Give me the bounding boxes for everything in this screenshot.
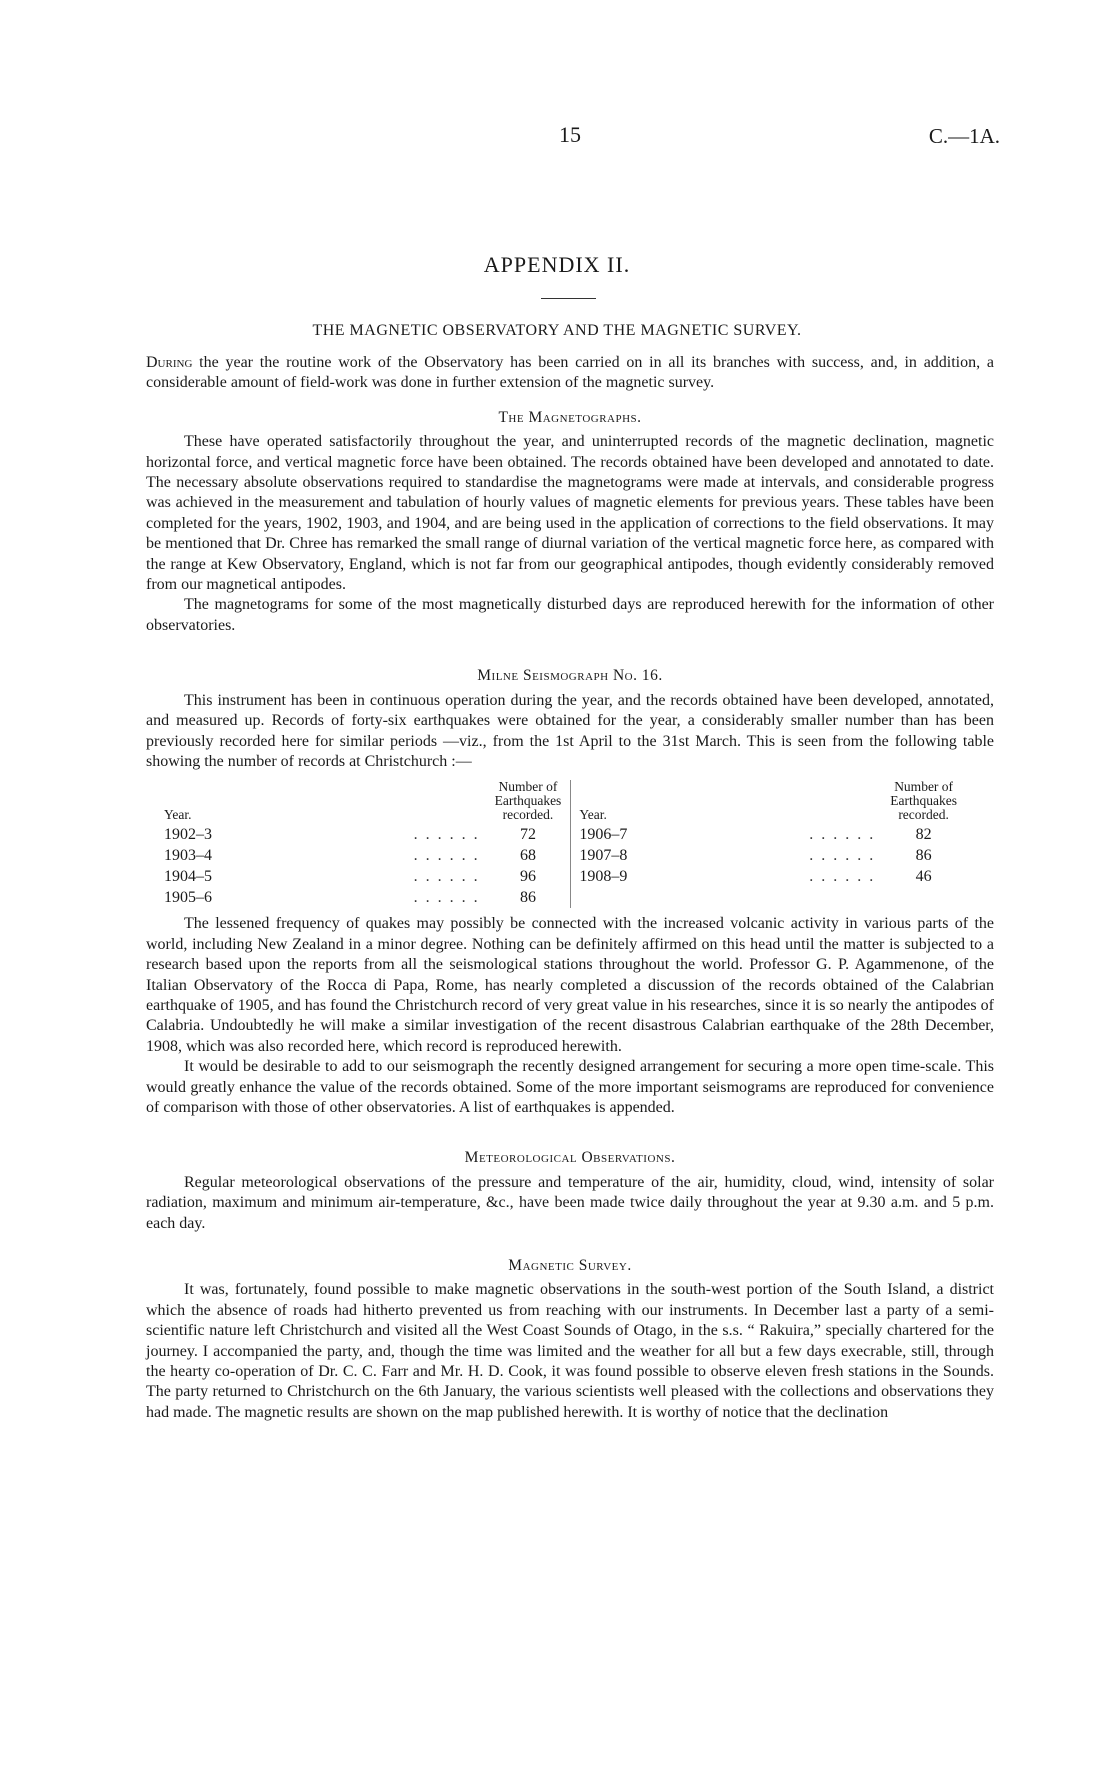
paragraph: It would be desirable to add to our seismograph the recently designed arrangement for securing a more open time-scale. This would greatly enhance the value of the records obtained. Some of the more important seismograms are reproduced for convenience of comparison with those of other observatories. A list of earthquakes is appended. — [146, 1058, 994, 1116]
paragraph: The lessened frequency of quakes may possibly be connected with the increased volcanic activity in various parts of the world, including New Zealand in a minor degree. Nothing can be definitely affirmed on this head until the matter is subjected to a research based upon the reports from all the seismological stations throughout the world. Professor G. P. Agammenone, of the Italian Observatory of the Rocca di Papa, Rome, has nearly completed a discussion of the records obtained of the Calabrian earthquake of 1905, and has found the Christchurch record of very great value in his researches, since it is so nearly the antipodes of Calabria. Undoubtedly he will make a similar investigation of the recent disastrous Calabrian earthquake of the 28th December, 1908, which was also recorded here, which record is reproduced herewith. — [146, 915, 994, 1055]
col-header-year: Year. — [164, 807, 192, 823]
paragraph: Regular meteorological observations of the pressure and temperature of the air, humidity, cloud, wind, intensity of solar radiation, maximum and minimum air-temperature, &c., have been made twice daily throughout the year at 9.30 a.m. and 5 p.m. each day. — [146, 1173, 994, 1232]
page-number: 15 — [559, 122, 581, 147]
table-row — [146, 887, 966, 908]
leader-dots: . . . . . . — [413, 889, 480, 907]
year-cell: 1905–6 — [164, 889, 212, 907]
paragraph: These have operated satisfactorily throughout the year, and uninterrupted records of the magnetic declination, magnetic horizontal force, and vertical magnetic force have been obtained. The records obtained have been developed and annotated to date. The necessary absolute observations required to standardise the magnetograms were made at intervals, and considerable progress was achieved in the measurement and tabulation of hourly values of magnetic elements for previous years. These tables have been completed for the years, 1902, 1903, and 1904, and are being used in the application of corrections to the field observations. It may be mentioned that Dr. Chree has remarked the small range of diurnal variation of the vertical magnetic force here, as compared with the range at Kew Observatory, England, which is not far from our geographical antipodes, though evidently considerably removed from our magnetical antipodes. — [146, 433, 994, 594]
col-header-spacer-2 — [669, 780, 882, 824]
table-row — [146, 845, 966, 866]
empty-cell — [669, 887, 882, 908]
count-cell: 86 — [915, 847, 932, 865]
count-cell: 46 — [915, 868, 932, 886]
count-cell: 86 — [486, 887, 571, 908]
year-cell: 1904–5 — [164, 868, 212, 886]
leader-dots: . . . . . . — [809, 826, 876, 844]
paragraph: This instrument has been in continuous operation during the year, and the records obtained have been developed, annotated, and measured up. Records of forty-six earthquakes were obtained for the year, a considerably smaller number than has been previously recorded here for similar periods —viz., from the 1st April to the 31st March. This is seen from the following table showing the number of records at Christchurch :— — [146, 691, 994, 770]
col-header-line: recorded. — [898, 807, 949, 823]
earthquake-table — [146, 780, 966, 908]
count-cell: 96 — [486, 866, 571, 887]
section-heading-survey: Magnetic Survey. — [508, 1257, 632, 1274]
leader-dots: . . . . . . — [413, 826, 480, 844]
title-divider — [541, 298, 596, 299]
col-header-line: Number of — [894, 779, 954, 795]
count-cell: 68 — [486, 845, 571, 866]
intro-paragraph — [146, 353, 994, 394]
main-title: THE MAGNETIC OBSERVATORY AND THE MAGNETIC SURVEY. — [312, 322, 802, 339]
year-cell: 1903–4 — [164, 847, 212, 865]
appendix-title: APPENDIX II. — [483, 252, 631, 277]
col-header-line: Number of — [498, 779, 558, 795]
year-cell: 1902–3 — [164, 826, 212, 844]
col-header-spacer — [253, 780, 485, 824]
col-header-count — [486, 780, 571, 824]
document-reference: C.—1A. — [928, 124, 1000, 148]
document-body — [146, 353, 994, 1423]
leader-dots: . . . . . . — [413, 847, 480, 865]
leader-dots: . . . . . . — [809, 868, 876, 886]
section-heading-seismograph: Milne Seismograph No. 16. — [477, 667, 663, 685]
table-row — [146, 866, 966, 887]
paragraph: The magnetograms for some of the most magnetically disturbed days are reproduced herewith for the information of other observatories. — [146, 596, 994, 634]
year-cell: 1906–7 — [579, 826, 628, 844]
col-header-line: Earthquakes — [890, 793, 957, 809]
intro-lead-word: During — [146, 354, 193, 371]
section-heading-magnetographs: The Magnetographs. — [498, 408, 642, 426]
intro-text: the year the routine work of the Observatory has been carried on in all its branches with success, and, in addition, a considerable amount of field-work was done in further extension of the magnetic survey. — [146, 354, 994, 392]
paragraph: It was, fortunately, found possible to make magnetic observations in the south-west portion of the South Island, a district which the absence of roads had hitherto prevented us from reaching with our instruments. In December last a party of a semi-scientific nature left Christchurch and visited all the West Coast Sounds of Otago, in the s.s. “ Rakuira,” specially chartered for the journey. I accompanied the party, and, though the time was limited and the weather for all but a few days execrable, still, through the hearty co-operation of Dr. C. C. Farr and Mr. H. D. Cook, it was found possible to observe eleven fresh stations in the Sounds. The party returned to Christchurch on the 6th January, the various scientists well pleased with the collections and observations they had made. The magnetic results are shown on the map published herewith. It is worthy of notice that the declination — [146, 1281, 994, 1421]
table-row — [146, 824, 966, 845]
year-cell: 1908–9 — [579, 868, 628, 886]
col-header-year-2: Year. — [579, 807, 607, 823]
year-cell — [571, 887, 669, 908]
leader-dots: . . . . . . — [413, 868, 480, 886]
section-heading-meteorological: Meteorological Observations. — [464, 1149, 676, 1167]
count-cell: 82 — [915, 826, 932, 844]
year-cell: 1907–8 — [579, 847, 628, 865]
table-header-row — [146, 780, 966, 824]
col-header-count-2 — [881, 780, 966, 824]
count-cell: 72 — [486, 824, 571, 845]
col-header-line: recorded. — [502, 807, 554, 823]
count-cell — [881, 887, 966, 908]
leader-dots: . . . . . . — [809, 847, 876, 865]
col-header-line: Earthquakes — [494, 793, 562, 809]
